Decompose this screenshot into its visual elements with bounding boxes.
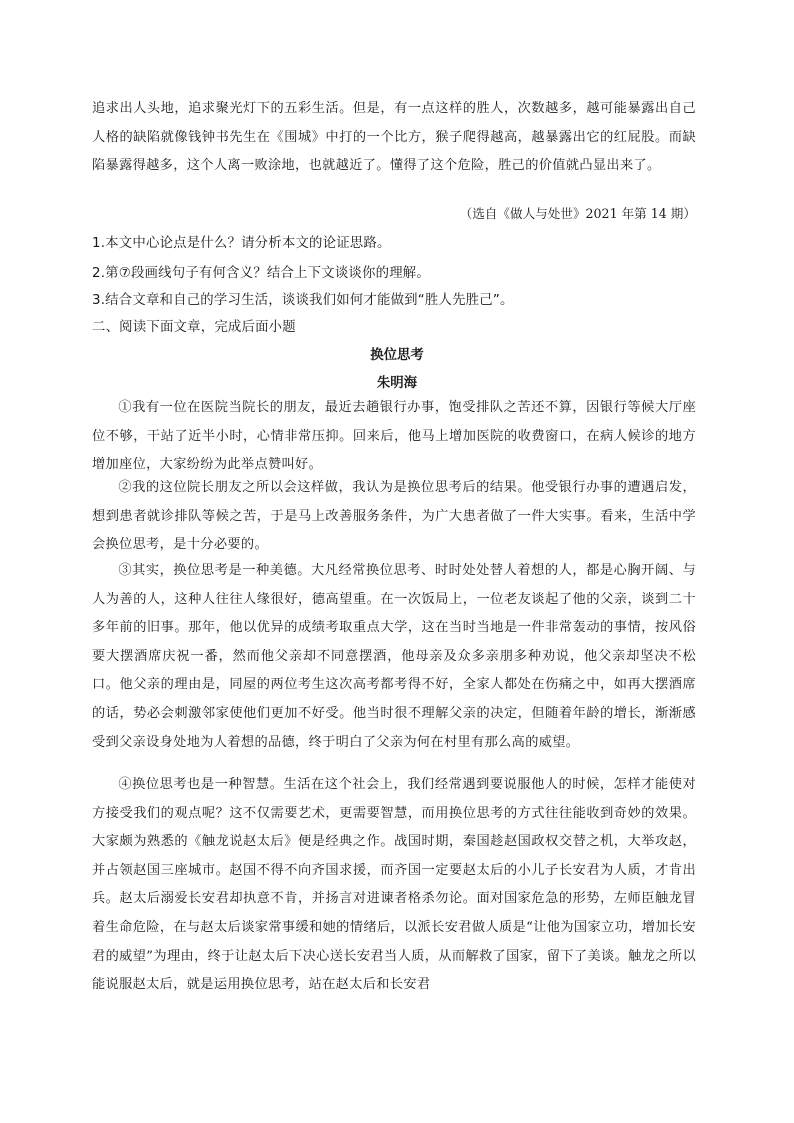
section-heading: 二、阅读下面文章，完成后面小题 (92, 320, 296, 335)
article-author: 朱明海 (376, 375, 418, 391)
article-paragraph-1: ①我有一位在医院当院长的朋友，最近去趟银行办事，饱受排队之苦还不算，因银行等候大厅座位不够，干站了近半小时，心情非常压抑。回来后，他马上增加医院的收费窗口，在病人候诊的地方增加座位，大家纷纷为此举点赞叫好。 (92, 400, 696, 473)
passage-ending-paragraph: 追求出人头地，追求聚光灯下的五彩生活。但是，有一点这样的胜人，次数越多，越可能暴露出自己人格的缺陷就像钱钟书先生在《围城》中打的一个比方，猴子爬得越高，越暴露出它的红屁股。而缺陷暴露得越多，这个人离一败涂地，也就越近了。懂得了这个危险，胜己的价值就凸显出来了。 (92, 101, 696, 174)
question-3: 3.结合文章和自己的学习生活，谈谈我们如何才能做到“胜人先胜己”。 (92, 293, 514, 308)
article-paragraph-4: ④换位思考也是一种智慧。生活在这个社会上，我们经常遇到要说服他人的时候，怎样才能使对方接受我们的观点呢？这不仅需要艺术，更需要智慧，而用换位思考的方式往往能收到奇妙的效果。大家颇为熟悉的《触龙说赵太后》便是经典之作。战国时期，秦国趁赵国政权交替之机，大举攻赵，并占领赵国三座城市。赵国不得不向齐国求援，而齐国一定要赵太后的小儿子长安君为人质，才肯出兵。赵太后溺爱长安君却执意不肯，并扬言对进谏者格杀勿论。面对国家危急的形势，左师臣触龙冒着生命危险，在与赵太后谈家常事缓和她的情绪后，以派长安君做人质是“让他为国家立功，增加长安君的威望”为理由，终于让赵太后下决心送长安君当人质，从而解救了国家，留下了美谈。触龙之所以能说服赵太后，就是运用换位思考，站在赵太后和长安君 (92, 777, 696, 993)
article-title: 换位思考 (370, 347, 424, 363)
source-citation: （选自《做人与处世》2021 年第 14 期） (459, 206, 696, 221)
article-paragraph-3: ③其实，换位思考是一种美德。大凡经常换位思考、时时处处替人着想的人，都是心胸开阔、与人为善的人，这种人往往人缘很好，德高望重。在一次饭局上，一位老友谈起了他的父亲，谈到二十多年前的旧事。那年，他以优异的成绩考取重点大学，这在当时当地是一件非常轰动的事情，按风俗要大摆酒席庆祝一番，然而他父亲却不同意摆酒，他母亲及众多亲朋多种劝说，他父亲却坚决不松口。他父亲的理由是，同屋的两位考生这次高考都考得不好，全家人都处在伤痛之中，如再大摆酒席的话，势必会刺激邻家使他们更加不好受。他当时很不理解父亲的决定，但随着年龄的增长，渐渐感受到父亲设身处地为人着想的品德，终于明白了父亲为何在村里有那么高的威望。 (92, 563, 696, 750)
question-2: 2.第⑦段画线句子有何含义？结合上下文谈谈你的理解。 (92, 266, 430, 281)
question-1: 1.本文中心论点是什么？请分析本文的论证思路。 (92, 236, 391, 251)
article-paragraph-2: ②我的这位院长朋友之所以会这样做，我认为是换位思考后的结果。他受银行办事的遭遇启发，想到患者就诊排队等候之苦，于是马上改善服务条件，为广大患者做了一件大实事。看来，生活中学会换位思考，是十分必要的。 (92, 480, 696, 553)
